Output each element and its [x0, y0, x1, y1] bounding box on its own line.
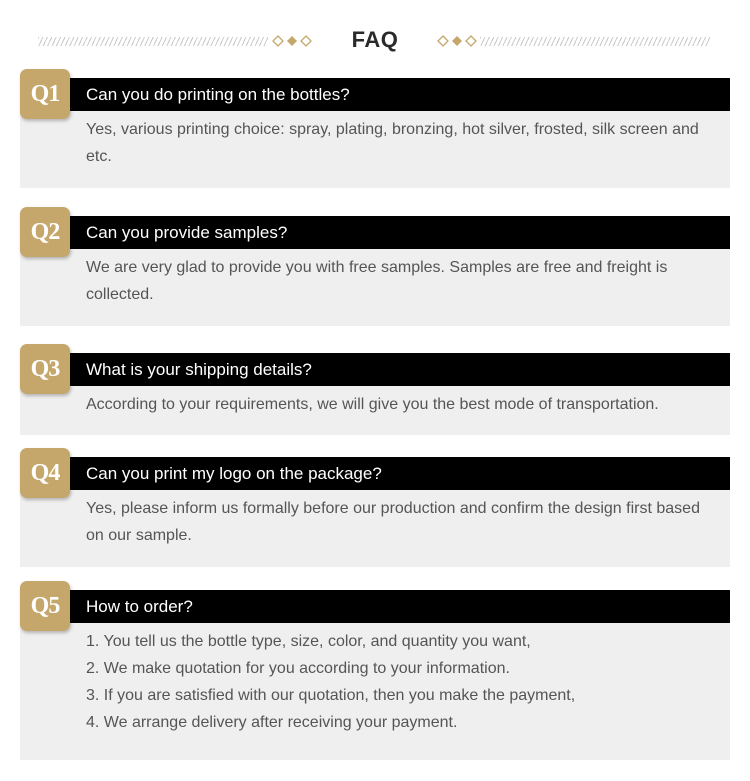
- question-text: What is your shipping details?: [86, 360, 312, 379]
- question-text: Can you provide samples?: [86, 223, 288, 242]
- faq-item-5: [20, 581, 730, 760]
- answer-text: [86, 628, 710, 736]
- decorative-hatch-right: [480, 37, 710, 46]
- decorative-hatch-left: [38, 37, 268, 46]
- order-step: 4. We arrange delivery after receiving your payment.: [86, 714, 458, 731]
- question-text: Can you do printing on the bottles?: [86, 85, 350, 104]
- question-text: Can you print my logo on the package?: [86, 464, 382, 483]
- answer-text: We are very glad to provide you with free samples. Samples are free and freight is collected.: [86, 259, 668, 303]
- diamond-ornament-icon: [437, 34, 479, 48]
- answer-text: Yes, various printing choice: spray, plating, bronzing, hot silver, frosted, silk screen and etc.: [86, 121, 699, 165]
- order-step: 2. We make quotation for you according to your information.: [86, 660, 510, 677]
- order-step: 1. You tell us the bottle type, size, color, and quantity you want,: [86, 633, 531, 650]
- faq-item-1: [20, 69, 730, 188]
- question-badge: Q3: [20, 344, 70, 394]
- question-badge: Q4: [20, 448, 70, 498]
- question-text: How to order?: [86, 597, 193, 616]
- faq-header: [0, 22, 750, 62]
- faq-item-3: [20, 344, 730, 435]
- order-step: 3. If you are satisfied with our quotation, then you make the payment,: [86, 687, 576, 704]
- question-badge: Q5: [20, 581, 70, 631]
- question-badge: Q2: [20, 207, 70, 257]
- answer-text: Yes, please inform us formally before our production and confirm the design first based on our sample.: [86, 500, 700, 544]
- faq-item-2: [20, 207, 730, 326]
- answer-text: According to your requirements, we will give you the best mode of transportation.: [86, 396, 659, 413]
- page-title: FAQ: [351, 27, 399, 52]
- question-badge: Q1: [20, 69, 70, 119]
- diamond-ornament-icon: [272, 34, 314, 48]
- faq-item-4: [20, 448, 730, 567]
